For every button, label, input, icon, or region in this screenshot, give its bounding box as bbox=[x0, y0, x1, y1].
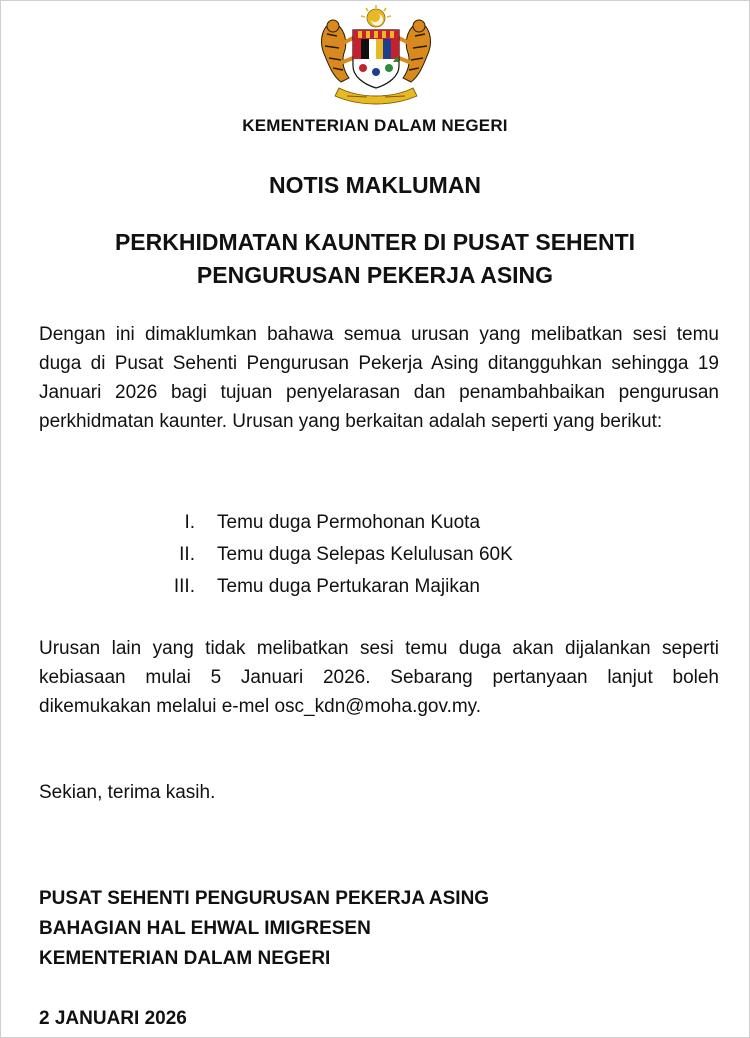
signature-block bbox=[39, 884, 489, 974]
paragraph-other-services: Urusan lain yang tidak melibatkan sesi temu duga akan dijalankan seperti kebiasaan mulai 5 Januari 2026. Sebarang pertanyaan lanjut boleh dikemukakan melalui e-mel osc_kdn@moha.gov.my. bbox=[39, 638, 719, 717]
list-item-number: III. bbox=[173, 576, 195, 597]
list-item-number: I. bbox=[184, 512, 195, 533]
list-item-text: Temu duga Pertukaran Majikan bbox=[217, 576, 480, 597]
interview-list bbox=[150, 507, 513, 603]
ministry-name: KEMENTERIAN DALAM NEGERI bbox=[242, 116, 508, 135]
coat-of-arms-icon bbox=[311, 4, 441, 106]
subtitle-line-1: PERKHIDMATAN KAUNTER DI PUSAT SEHENTI bbox=[114, 229, 636, 255]
right-tiger-icon bbox=[399, 20, 430, 82]
notice-date: 2 JANUARI 2026 bbox=[39, 1008, 187, 1029]
shield-icon bbox=[353, 30, 399, 88]
sun-icon bbox=[361, 5, 391, 27]
list-item-number: II. bbox=[179, 544, 195, 565]
list-item bbox=[150, 571, 513, 603]
signature-line-1: PUSAT SEHENTI PENGURUSAN PEKERJA ASING bbox=[39, 888, 490, 909]
left-tiger-icon bbox=[322, 20, 353, 82]
notice-title: NOTIS MAKLUMAN bbox=[268, 172, 482, 198]
notice-subtitle bbox=[0, 226, 750, 292]
subtitle-line-2: PENGURUSAN PEKERJA ASING bbox=[196, 262, 554, 288]
list-item bbox=[150, 507, 513, 539]
list-item bbox=[150, 539, 513, 571]
paragraph-intro: Dengan ini dimaklumkan bahawa semua urusan yang melibatkan sesi temu duga di Pusat Sehenti Pengurusan Pekerja Asing ditangguhkan sehingga 19 Januari 2026 bagi tujuan penyelarasan dan penambahbaikan pengurusan perkhidmatan kaunter. Urusan yang berkaitan adalah seperti yang berikut: bbox=[39, 324, 719, 432]
signature-line-3: KEMENTERIAN DALAM NEGERI bbox=[39, 948, 331, 969]
list-item-text: Temu duga Selepas Kelulusan 60K bbox=[217, 544, 513, 565]
signature-line-2: BAHAGIAN HAL EHWAL IMIGRESEN bbox=[39, 918, 371, 939]
list-item-text: Temu duga Permohonan Kuota bbox=[217, 512, 481, 533]
closing-remark: Sekian, terima kasih. bbox=[39, 782, 216, 803]
motto-scroll-icon bbox=[335, 88, 417, 104]
